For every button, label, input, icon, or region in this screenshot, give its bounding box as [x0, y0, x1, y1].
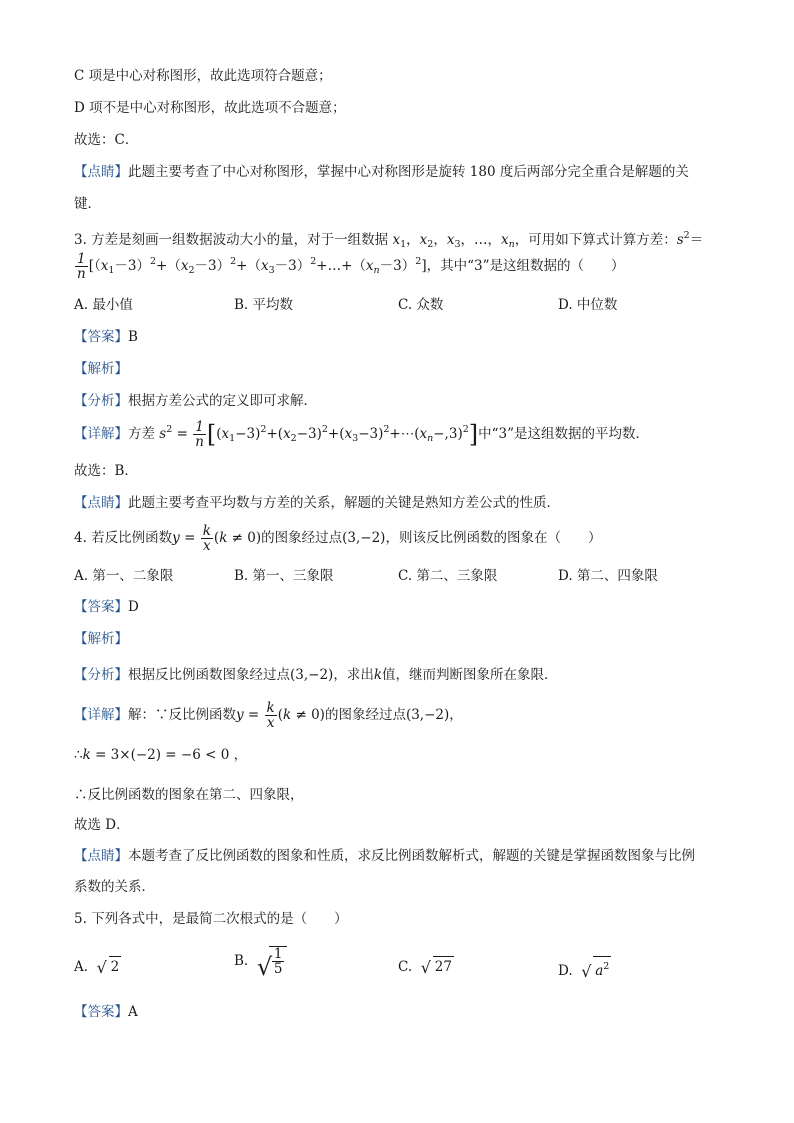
- q3-answer: 【答案】B: [74, 329, 138, 345]
- q4-comment-cont: 系数的关系．: [74, 879, 155, 895]
- comment-tag: 【点睛】: [74, 164, 128, 180]
- q3-comment: 【点睛】此题主要考查平均数与方差的关系，解题的关键是熟知方差公式的性质．: [74, 495, 560, 511]
- q3-option-c: C. 众数: [398, 297, 444, 313]
- q4-option-a: A. 第一、二象限: [74, 568, 174, 584]
- q4-answer: 【答案】D: [74, 599, 139, 615]
- q4-option-c: C. 第二、三象限: [398, 568, 498, 584]
- fraction-1-over-n: $\frac{1}{n}$: [77, 251, 86, 282]
- q3-choose: 故选：B．: [74, 463, 138, 479]
- q3-detail: 【详解】方差 $s^2$ = $\frac{1}{n}$ $[(x_1-3)^2+(x_2-3)^2+(x_3-3)^2+\cdots(x_n-,3)^2]$中“3”是这组数据的平均数．: [74, 419, 650, 450]
- sqrt-one-fifth: √ $\frac{1}{5}$: [257, 946, 288, 976]
- q4-stem: 4. 若反比例函数y = $\frac{k}{x}$ (k ≠ 0)的图象经过点(3,−2)，则该反比例函数的图象在（ ）: [74, 523, 602, 554]
- q4-step-k: ∴k = 3×(−2) = −6 < 0 ，: [74, 747, 248, 763]
- q4-option-b: B. 第一、三象限: [234, 568, 334, 584]
- q4-step-quadrant: ∴反比例函数的图象在第二、四象限，: [74, 787, 304, 803]
- q5-option-c: C. √ 27: [398, 958, 452, 977]
- q3-stem-line2: $\frac{1}{n}$ $[(x_1-3)^2+(x_2-3)^2+(x_3-3)^2+\dots+(x_n-3)^2]$，其中“3”是这组数据的（ ）: [77, 251, 625, 282]
- q5-answer: 【答案】A: [74, 1004, 138, 1020]
- q5-option-d: D. √ $a^2$: [558, 956, 611, 981]
- q4-comment: 【点睛】本题考查了反比例函数的图象和性质，求反比例函数解析式，解题的关键是掌握函数图象与比例: [74, 848, 695, 864]
- q2-comment: 【点睛】此题主要考查了中心对称图形，掌握中心对称图形是旋转 180 度后两部分完全重合是解题的关: [74, 164, 689, 180]
- sqrt-27: √ 27: [420, 958, 452, 977]
- q3-stem-line1: 3. 方差是刻画一组数据波动大小的量，对于一组数据 $x_1$，$x_2$，$x_3$，…，$x_n$，可用如下算式计算方差：$s^2=$: [74, 230, 704, 250]
- q3-analysis-heading: 【解析】: [74, 361, 128, 377]
- q4-fenxi: 【分析】根据反比例函数图象经过点(3,−2)，求出k值，继而判断图象所在象限．: [74, 667, 558, 683]
- q4-option-d: D. 第二、四象限: [558, 568, 658, 584]
- q2-comment-cont: 键．: [74, 196, 101, 212]
- sqrt-2: √ 2: [96, 958, 120, 977]
- q3-option-d: D. 中位数: [558, 297, 618, 313]
- q5-option-a: A. √ 2: [74, 958, 120, 977]
- q4-analysis-heading: 【解析】: [74, 631, 128, 647]
- q2-option-d-analysis: D 项不是中心对称图形，故此选项不合题意；: [74, 100, 346, 116]
- q2-option-c-analysis: C 项是中心对称图形，故此选项符合题意；: [74, 68, 332, 84]
- q3-option-a: A. 最小值: [74, 297, 133, 313]
- q5-stem: 5. 下列各式中，是最简二次根式的是（ ）: [74, 911, 348, 927]
- q2-choose: 故选：C．: [74, 132, 139, 148]
- q3-option-b: B. 平均数: [234, 297, 294, 313]
- q3-fenxi: 【分析】根据方差公式的定义即可求解．: [74, 393, 317, 409]
- q5-option-b: B. √ $\frac{1}{5}$: [234, 946, 287, 976]
- sqrt-a-squared: √ $a^2$: [581, 956, 611, 981]
- q4-choose: 故选 D．: [74, 817, 130, 833]
- q4-detail: 【详解】解：∵反比例函数y = $\frac{k}{x}$ (k ≠ 0)的图象经过点(3,−2)，: [74, 700, 463, 731]
